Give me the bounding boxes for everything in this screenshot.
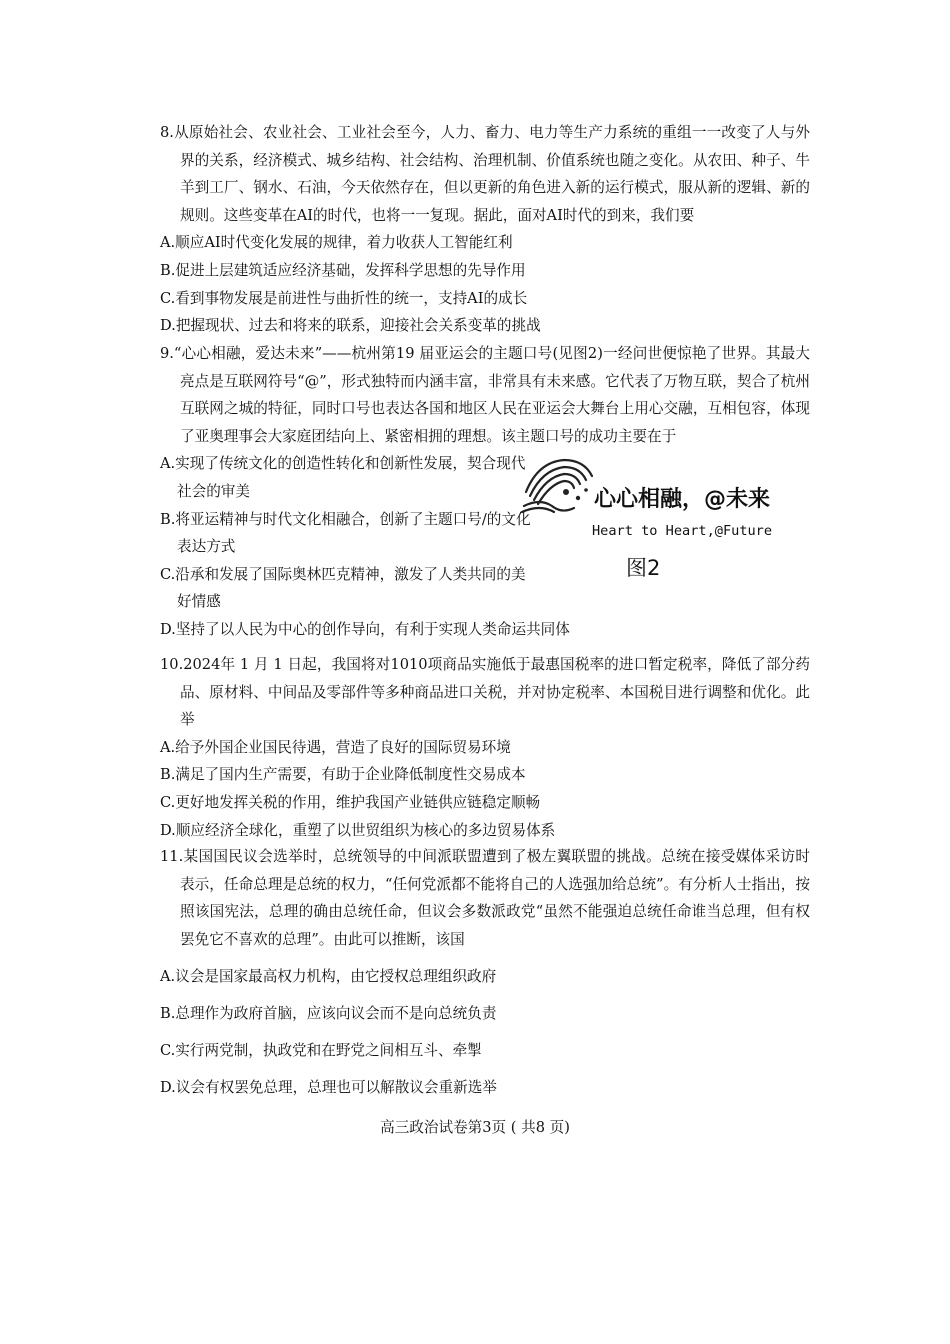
option-a: A.实现了传统文化的创造性转化和创新性发展，契合现代社会的审美 [160, 455, 526, 500]
option-c: C.看到事物发展是前进性与曲折性的统一，支持AI的成长 [160, 289, 528, 307]
figure-english-slogan: Heart to Heart,@Future [592, 523, 773, 539]
question-stem: 10.2024年 1 月 1 日起，我国将对1010项商品实施低于最惠国税率的进口暂定税率，降低了部分药品、原材料、中间品及零部件等多种商品进口关税，并对协定税率、本国税目进行调整和优化。此举 [160, 656, 810, 729]
option-a: A.顺应AI时代变化发展的规律，着力收获人工智能红利 [160, 234, 513, 252]
question-10 [160, 651, 810, 844]
option-c: C.沿承和发展了国际奥林匹克精神，激发了人类共同的美好情感 [160, 565, 526, 611]
option-d: D.把握现状、过去和将来的联系，迎接社会关系变革的挑战 [160, 317, 541, 335]
option-d: D.议会有权罢免总理，总理也可以解散议会重新选举 [160, 1078, 497, 1096]
figure-caption: 图2 [626, 556, 661, 580]
figure-slogan: 心心相融，@未来 [594, 487, 771, 512]
page-footer: 高三政治试卷第3页 ( 共8 页) [380, 1119, 570, 1136]
option-c: C.更好地发挥关税的作用，维护我国产业链供应链稳定顺畅 [160, 793, 541, 811]
figure-2 [518, 452, 773, 587]
question-stem: 9.“心心相融，爱达未来”——杭州第19 届亚运会的主题口号(见图2)一经问世便惊艳了世界。其最大亮点是互联网符号“@”，形式独特而内涵丰富，非常具有未来感。它代表了万物互联，契合了杭州互联网之城的特征，同时口号也表达各国和地区人民在亚运会大舞台上用心交融，互相包容，体现了亚奥理事会大家庭团结向上、紧密相拥的理想。该主题口号的成功主要在于 [160, 345, 810, 445]
hangzhou-asian-games-logo-icon [518, 452, 596, 518]
option-b: B.促进上层建筑适应经济基础，发挥科学思想的先导作用 [160, 261, 526, 279]
option-a: A.给予外国企业国民待遇，营造了良好的国际贸易环境 [160, 738, 511, 756]
option-b: B.总理作为政府首脑，应该向议会而不是向总统负责 [160, 1004, 497, 1022]
option-d: D.顺应经济全球化，重塑了以世贸组织为核心的多边贸易体系 [160, 821, 556, 839]
option-a: A.议会是国家最高权力机构，由它授权总理组织政府 [160, 967, 497, 985]
option-b: B.满足了国内生产需要，有助于企业降低制度性交易成本 [160, 766, 526, 784]
question-stem: 11.某国国民议会选举时，总统领导的中间派联盟遭到了极左翼联盟的挑战。总统在接受媒体采访时表示，任命总理是总统的权力，“任何党派都不能将自己的人选强加给总统”。有分析人士指出，按照该国宪法，总理的确由总统任命，但议会多数派政党“虽然不能强迫总统任命谁当总理，但有权罢免它不喜欢的总理”。由此可以推断，该国 [160, 848, 810, 948]
option-d: D.坚持了以人民为中心的创作导向，有利于实现人类命运共同体 [160, 620, 570, 638]
question-11 [160, 843, 810, 1101]
option-c: C.实行两党制，执政党和在野党之间相互斗、牵掣 [160, 1041, 482, 1059]
question-stem: 8.从原始社会、农业社会、工业社会至今，人力、畜力、电力等生产力系统的重组一一改变了人与外界的关系，经济模式、城乡结构、社会结构、治理机制、价值系统也随之变化。从农田、种子、牛羊到工厂、钢水、石油，今天依然存在，但以更新的角色进入新的运行模式，服从新的逻辑、新的规则。这些变革在AI的时代，也将一一复现。据此，面对AI时代的到来，我们要 [160, 124, 810, 224]
option-b: B.将亚运精神与时代文化相融合，创新了主题口号/的文化表达方式 [160, 510, 531, 556]
question-8 [160, 119, 810, 340]
